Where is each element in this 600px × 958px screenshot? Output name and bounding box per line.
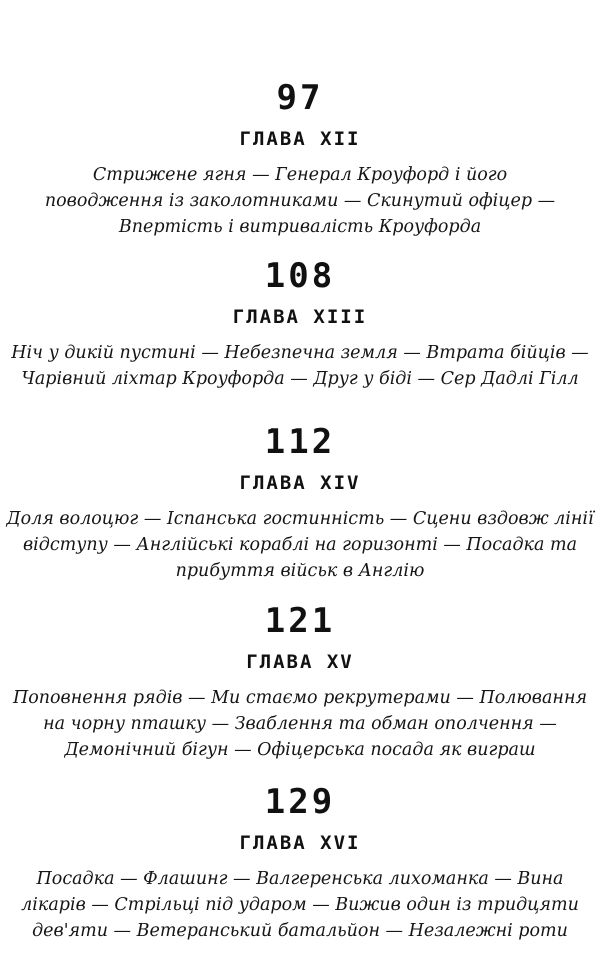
summary-line: поводження із заколотниками — Скинутий офіцер —: [44, 191, 556, 211]
summary-line: Стрижене ягня — Генерал Кроуфорд і його: [92, 165, 508, 185]
summary-line: дев'яти — Ветеранський батальйон — Незалежні роти: [32, 921, 568, 941]
page-number: 121: [264, 601, 336, 641]
chapter-entry: [0, 424, 600, 584]
summary-line: Чарівний ліхтар Кроуфорда — Друг у біді — Сер Дадлі Гілл: [21, 369, 579, 389]
page-number: 97: [276, 78, 324, 118]
summary-line: прибуття військ в Англію: [175, 561, 425, 581]
chapter-entry: [0, 80, 600, 240]
summary-line: Доля волоцюг — Іспанська гостинність — Сцени вздовж лінії: [6, 509, 594, 529]
chapter-summary: [0, 866, 600, 944]
chapter-title: ГЛАВА XVI: [239, 832, 361, 854]
chapter-entry: [0, 784, 600, 944]
chapter-summary: [0, 685, 600, 763]
summary-line: Посадка — Флашинг — Валгеренська лихоманка — Вина: [36, 869, 564, 889]
chapter-entry: [0, 603, 600, 763]
summary-line: Впертість і витривалість Кроуфорда: [118, 217, 482, 237]
summary-line: відступу — Англійські кораблі на горизонті — Посадка та: [22, 535, 578, 555]
page-number: 129: [264, 782, 336, 822]
chapter-title: ГЛАВА XV: [246, 651, 354, 673]
chapter-title: ГЛАВА XIV: [239, 472, 361, 494]
chapter-summary: [0, 340, 600, 392]
chapter-summary: [0, 162, 600, 240]
summary-line: на чорну пташку — Зваблення та обман ополчення —: [43, 714, 557, 734]
chapter-entry: [0, 258, 600, 392]
summary-line: Поповнення рядів — Ми стаємо рекрутерами — Полювання: [12, 688, 588, 708]
page-number: 108: [264, 256, 336, 296]
summary-line: Демонічний бігун — Офіцерська посада як виграш: [64, 740, 536, 760]
page-number: 112: [264, 422, 336, 462]
chapter-title: ГЛАВА XII: [239, 128, 361, 150]
summary-line: Ніч у дикій пустині — Небезпечна земля — Втрата бійців —: [11, 343, 589, 363]
chapter-title: ГЛАВА XIII: [232, 306, 368, 328]
chapter-summary: [0, 506, 600, 584]
summary-line: лікарів — Стрільці під ударом — Вижив один із тридцяти: [21, 895, 579, 915]
